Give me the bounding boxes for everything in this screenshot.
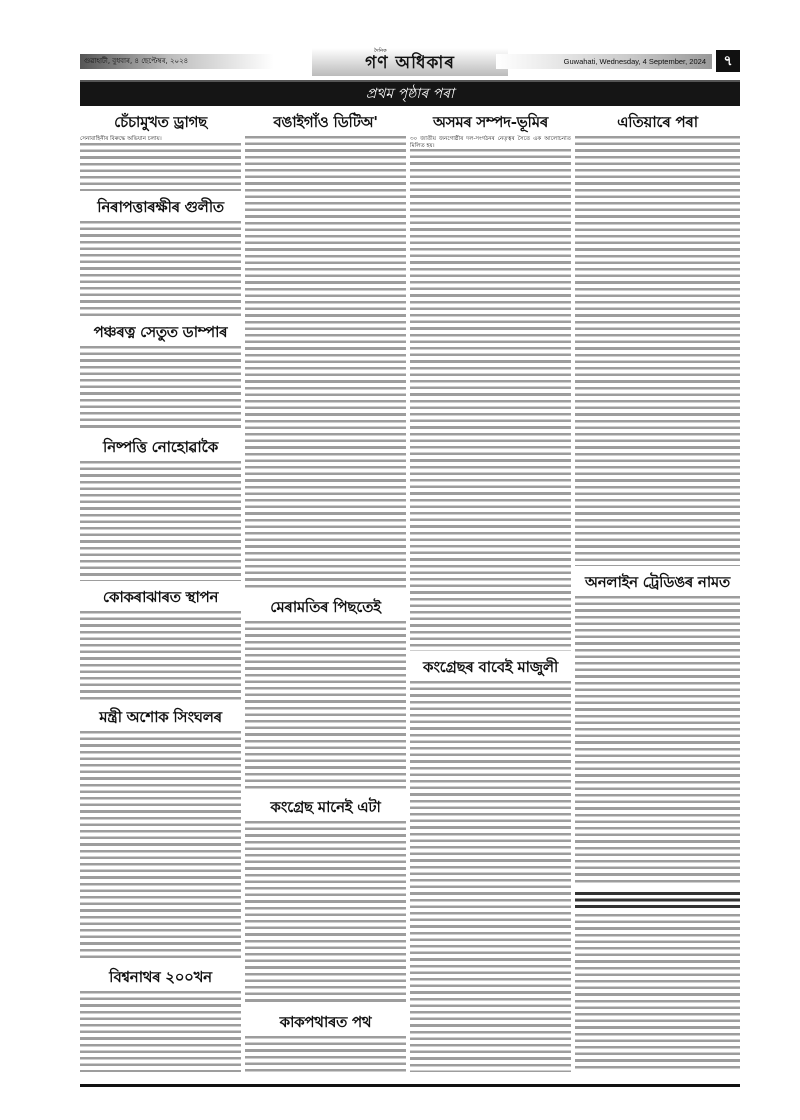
article-body bbox=[80, 221, 241, 316]
headline: বিশ্বনাথৰ ২০০খন bbox=[109, 968, 212, 986]
article bbox=[80, 435, 241, 585]
headline: মেৰামতিৰ পিছতেই bbox=[270, 598, 381, 616]
article bbox=[245, 110, 406, 595]
masthead bbox=[80, 48, 740, 76]
article bbox=[80, 705, 241, 965]
article bbox=[575, 570, 740, 1076]
article-body bbox=[80, 461, 241, 581]
headline: কংগ্ৰেছৰ বাবেই মাজুলী bbox=[422, 658, 559, 676]
article-body bbox=[245, 136, 406, 591]
article bbox=[80, 195, 241, 320]
column-4 bbox=[575, 110, 740, 1076]
column-2 bbox=[245, 110, 406, 1076]
headline: পঞ্চৰত্ন সেতুত ডাম্পাৰ bbox=[93, 323, 228, 341]
headline: নিষ্পত্তি নোহোৱাকৈ bbox=[103, 438, 218, 456]
column-3 bbox=[410, 110, 571, 1076]
article-lead: ৩০ জাতীয় জনগোষ্ঠীৰ দল-সংগঠনৰ নেতৃত্বৰ সৈতে এক আলোচনাত মিলিত হয়। bbox=[410, 136, 571, 149]
logo-tagline: দৈনিক bbox=[374, 48, 387, 54]
article-body bbox=[245, 1036, 406, 1072]
article bbox=[245, 1010, 406, 1076]
article bbox=[575, 110, 740, 570]
page-number: ৭ bbox=[716, 50, 740, 72]
article bbox=[80, 110, 241, 195]
article-body bbox=[410, 149, 571, 651]
article-body bbox=[80, 143, 241, 191]
bold-paragraph bbox=[575, 892, 740, 912]
article-body bbox=[80, 611, 241, 701]
bottom-rule bbox=[80, 1084, 740, 1087]
section-banner: প্ৰথম পৃষ্ঠাৰ পৰা bbox=[80, 80, 740, 106]
article bbox=[80, 320, 241, 435]
article-body bbox=[80, 346, 241, 431]
headline: বঙাইগাঁও ডিটিঅ' bbox=[273, 113, 378, 131]
article-body bbox=[575, 136, 740, 566]
headline: চেঁচামুখত ড্ৰাগছ bbox=[114, 113, 207, 131]
article-body bbox=[575, 914, 740, 1072]
article-body bbox=[245, 821, 406, 1006]
article-body bbox=[575, 596, 740, 886]
article-body bbox=[410, 681, 571, 1072]
article bbox=[80, 585, 241, 705]
article-body bbox=[245, 621, 406, 791]
article bbox=[410, 655, 571, 1076]
headline: নিৰাপত্তাৰক্ষীৰ গুলীত bbox=[97, 198, 224, 216]
headline: এতিয়াৰে পৰা bbox=[617, 113, 698, 131]
article bbox=[245, 595, 406, 795]
headline: কাকপথাৰত পথ bbox=[279, 1013, 372, 1031]
headline: মন্ত্ৰী অশোক সিংঘলৰ bbox=[99, 708, 222, 726]
headline: অনলাইন ট্ৰেডিঙৰ নামত bbox=[585, 573, 730, 591]
headline: কংগ্ৰেছ মানেই এটা bbox=[270, 798, 381, 816]
article bbox=[245, 795, 406, 1010]
article-columns bbox=[80, 110, 740, 1076]
logo-title: গণ অধিকাৰ bbox=[365, 53, 455, 73]
article-lead: সেনাবাহিনীৰ বিৰুদ্ধে অভিযান চলায়। bbox=[80, 136, 162, 142]
date-english: Guwahati, Wednesday, 4 September, 2024 bbox=[496, 54, 712, 69]
article bbox=[410, 110, 571, 655]
article-body bbox=[80, 991, 241, 1072]
column-1 bbox=[80, 110, 241, 1076]
newspaper-logo bbox=[312, 48, 508, 76]
headline: অসমৰ সম্পদ-ভূমিৰ bbox=[433, 113, 548, 131]
article bbox=[80, 965, 241, 1076]
article-body bbox=[80, 731, 241, 961]
date-assamese: গুৱাহাটী, বুধবাৰ, ৪ ছেপ্টেম্বৰ, ২০২৪ bbox=[80, 54, 274, 69]
headline: কোকৰাঝাৰত স্থাপন bbox=[102, 588, 219, 606]
